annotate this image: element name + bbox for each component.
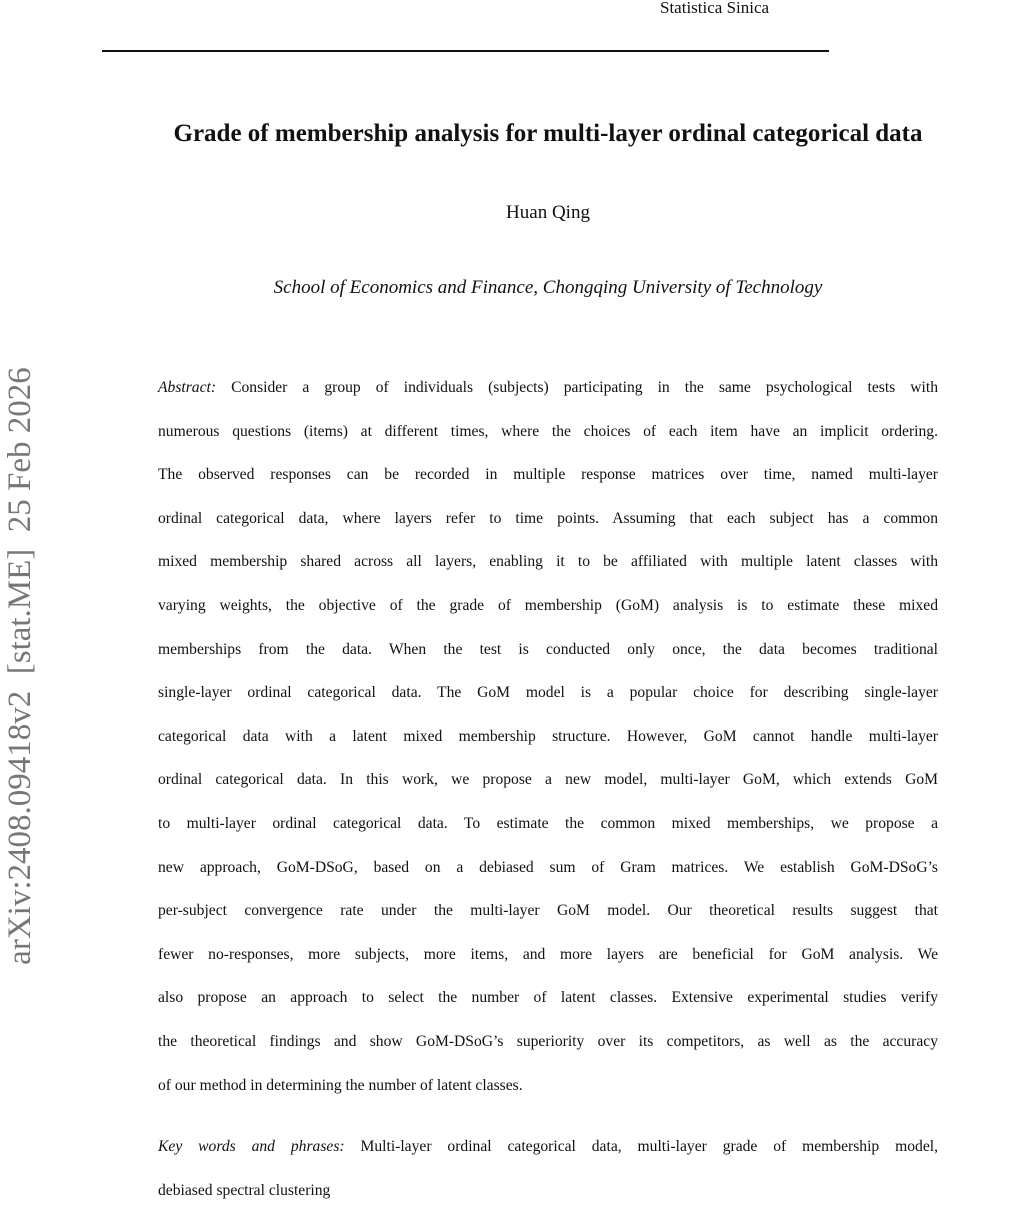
abstract-line: the theoretical findings and show GoM-DSoG’s superiority over its competitors, as well as the accuracy — [158, 1032, 938, 1050]
header-rule — [102, 50, 829, 52]
abstract-line: new approach, GoM-DSoG, based on a debiased sum of Gram matrices. We establish GoM-DSoG’s — [158, 858, 938, 876]
abstract-line: of our method in determining the number of latent classes. — [158, 1076, 523, 1094]
keywords — [158, 1125, 938, 1212]
affiliation: School of Economics and Finance, Chongqing University of Technology — [273, 277, 823, 298]
abstract-line: per-subject convergence rate under the multi-layer GoM model. Our theoretical results suggest that — [158, 902, 938, 920]
abstract-line: memberships from the data. When the test is conducted only once, the data becomes traditional — [158, 640, 938, 658]
abstract — [158, 366, 938, 1107]
abstract-line: categorical data with a latent mixed membership structure. However, GoM cannot handle multi-layer — [158, 727, 938, 745]
abstract-line: ordinal categorical data, where layers refer to time points. Assuming that each subject has a common — [158, 509, 938, 527]
abstract-line: fewer no-responses, more subjects, more items, and more layers are beneficial for GoM analysis. We — [158, 945, 938, 963]
arxiv-identifier: arXiv:2408.09418v2 [stat.ME] 25 Feb 2026 — [2, 367, 38, 965]
abstract-line: numerous questions (items) at different times, where the choices of each item have an implicit ordering. — [158, 422, 938, 440]
abstract-line: to multi-layer ordinal categorical data. To estimate the common mixed memberships, we propose a — [158, 814, 938, 832]
abstract-line: mixed membership shared across all layers, enabling it to be affiliated with multiple latent classes with — [158, 553, 938, 571]
journal-name: Statistica Sinica — [660, 0, 770, 17]
abstract-line: also propose an approach to select the number of latent classes. Extensive experimental studies verify — [158, 989, 938, 1007]
keywords-line: Key words and phrases: Multi-layer ordinal categorical data, multi-layer grade of membership model, — [158, 1138, 938, 1155]
abstract-line: varying weights, the objective of the grade of membership (GoM) analysis is to estimate these mixed — [158, 596, 938, 614]
abstract-line: ordinal categorical data. In this work, we propose a new model, multi-layer GoM, which extends GoM — [158, 771, 938, 789]
author: Huan Qing — [506, 202, 590, 223]
abstract-line: single-layer ordinal categorical data. The GoM model is a popular choice for describing single-layer — [158, 684, 938, 702]
abstract-line: The observed responses can be recorded in multiple response matrices over time, named multi-layer — [158, 466, 938, 484]
keywords-label: Key words and phrases: — [158, 1138, 345, 1155]
keywords-line: debiased spectral clustering — [158, 1181, 331, 1199]
abstract-line: Abstract: Consider a group of individuals (subjects) participating in the same psychological tests with — [158, 379, 938, 396]
paper-title: Grade of membership analysis for multi-layer ordinal categorical data — [173, 120, 923, 147]
abstract-label: Abstract: — [158, 379, 217, 396]
